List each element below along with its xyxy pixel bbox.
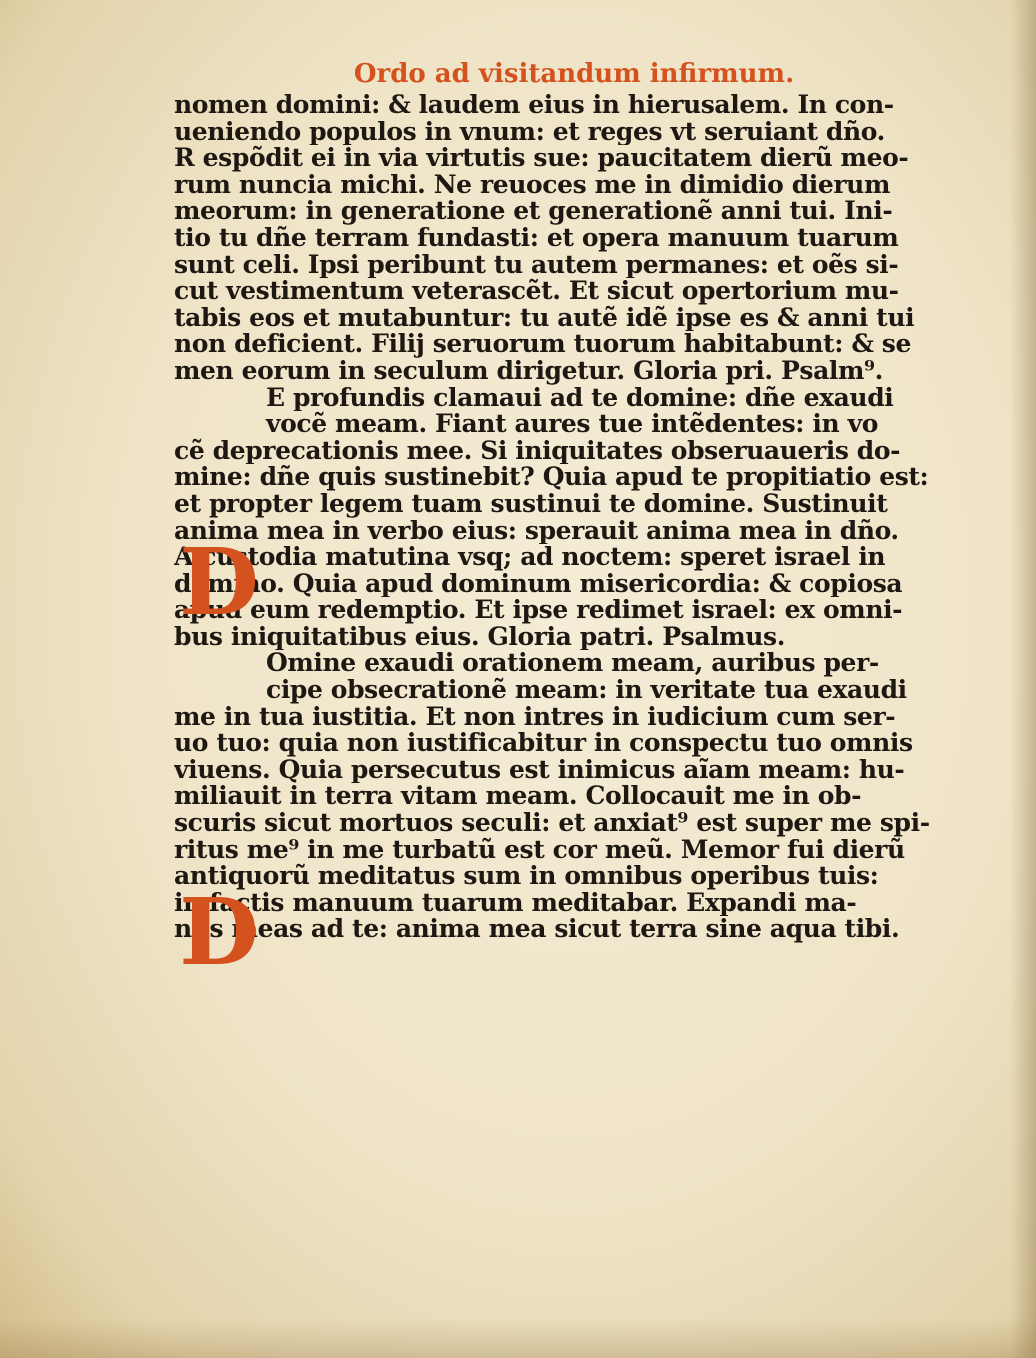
text-line: non deficient. Filij seruorum tuorum habitabunt: & se: [174, 331, 911, 358]
text-line: et propter legem tuam sustinui te domine. Sustinuit: [174, 490, 888, 518]
text-line: cipe obsecrationẽ meam: in veritate tua exaudi: [266, 677, 907, 704]
text-line: bus iniquitatibus eius. Gloria patri. Psalmus.: [174, 623, 786, 651]
page-heading: Ordo ad visitandum infirmum.: [353, 59, 795, 89]
text-line: nus meas ad te: anima mea sicut terra sine aqua tibi.: [174, 916, 900, 943]
page-edge-shadow: [1010, 0, 1036, 1358]
text-line: me in tua iustitia. Et non intres in iudicium cum ser-: [174, 703, 896, 731]
text-line: vocẽ meam. Fiant aures tue intẽdentes: in vo: [266, 411, 879, 438]
text-line: apud eum redemptio. Et ipse redimet israel: ex omni-: [174, 597, 903, 624]
text-line: cẽ deprecationis mee. Si iniquitates obseruaueris do-: [174, 437, 901, 465]
text-line: in factis manuum tuarum meditabar. Expandi ma-: [174, 889, 857, 917]
drop-cap-initial: D: [179, 878, 259, 986]
text-block: [174, 56, 964, 986]
text-line: antiquorũ meditatus sum in omnibus operibus tuis:: [174, 863, 879, 890]
text-line: domino. Quia apud dominum misericordia: & copiosa: [174, 570, 903, 598]
text-line: tabis eos et mutabuntur: tu autẽ idẽ ipse es & anni tui: [174, 304, 915, 332]
text-line: rum nuncia michi. Ne reuoces me in dimidio dierum: [174, 171, 891, 199]
text-line: A custodia matutina vsq; ad noctem: speret israel in: [174, 544, 886, 571]
text-line: viuens. Quia persecutus est inimicus aĩam meam: hu-: [174, 756, 905, 784]
text-line: miliauit in terra vitam meam. Collocauit me in ob-: [174, 783, 862, 811]
text-line: tio tu dñe terram fundasti: et opera manuum tuarum: [174, 224, 899, 252]
text-line: meorum: in generatione et generationẽ anni tui. Ini-: [174, 198, 893, 225]
text-line: scuris sicut mortuos seculi: et anxiat⁹ est super me spi-: [174, 810, 930, 837]
text-line: E profundis clamaui ad te domine: dñe exaudi: [266, 384, 894, 412]
drop-cap-initial: D: [179, 528, 259, 636]
text-line: sunt celi. Ipsi peribunt tu autem permanes: et oẽs si-: [174, 251, 899, 279]
text-line: mine: dñe quis sustinebit? Quia apud te propitiatio est:: [174, 464, 929, 491]
text-line: Omine exaudi orationem meam, auribus per-: [266, 650, 879, 678]
text-line: anima mea in verbo eius: sperauit anima mea in dño.: [174, 517, 899, 545]
text-line: uo tuo: quia non iustificabitur in conspectu tuo omnis: [174, 730, 913, 757]
text-line: nomen domini: & laudem eius in hierusalem. In con-: [174, 92, 894, 119]
text-line: ritus me⁹ in me turbatũ est cor meũ. Memor fui dierũ: [174, 836, 905, 864]
text-line: cut vestimentum veterascẽt. Et sicut opertorium mu-: [174, 278, 899, 305]
text-line: men eorum in seculum dirigetur. Gloria pri. Psalm⁹.: [174, 357, 883, 385]
text-line: R espõdit ei in via virtutis sue: paucitatem dierũ meo-: [174, 145, 909, 172]
text-line: ueniendo populos in vnum: et reges vt seruiant dño.: [174, 118, 885, 146]
page-bottom-shadow: [0, 1318, 1036, 1358]
